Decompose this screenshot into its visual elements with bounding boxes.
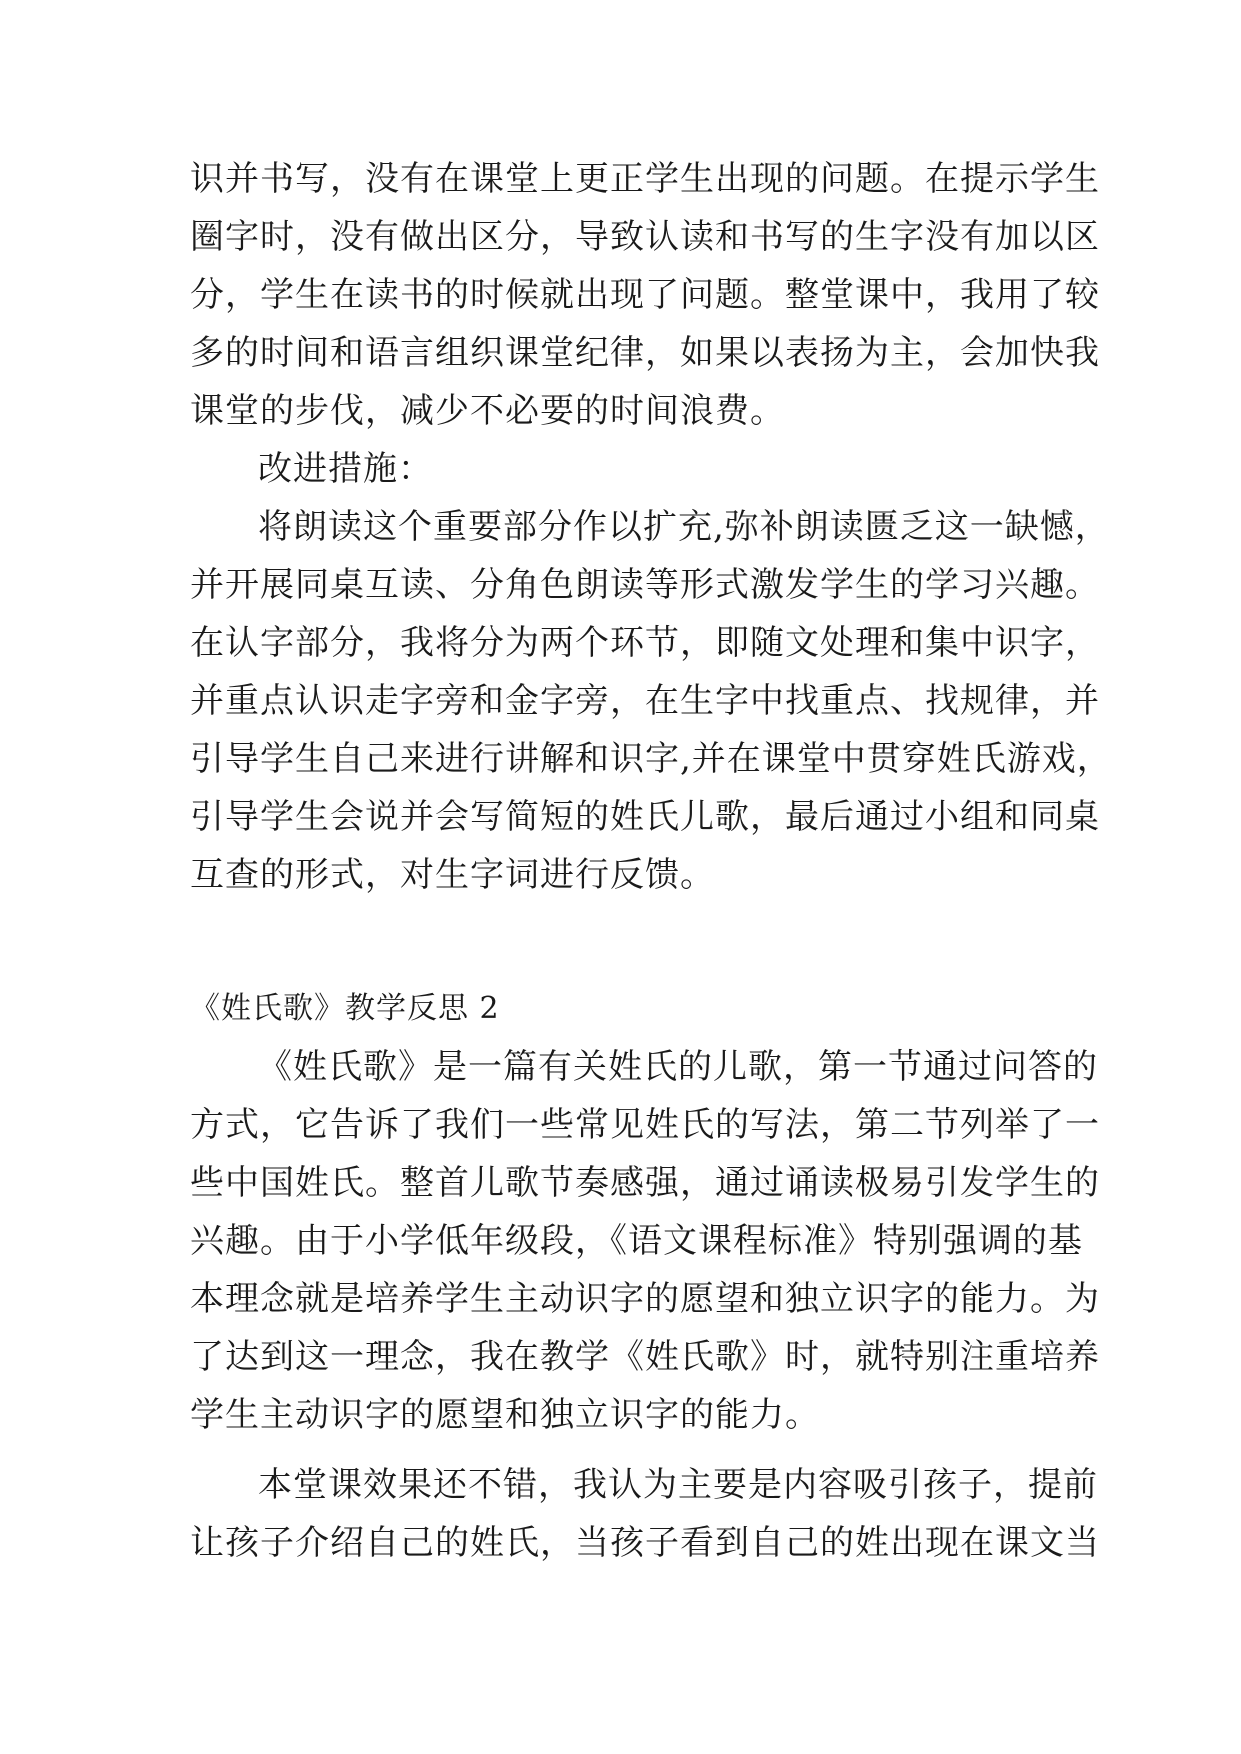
text-line: 圈字时，没有做出区分，导致认读和书写的生字没有加以区: [190, 217, 1100, 257]
text-line: 本堂课效果还不错，我认为主要是内容吸引孩子，提前: [258, 1465, 1098, 1505]
paragraph-spacer: [190, 1444, 1070, 1456]
text-line: 些中国姓氏。整首儿歌节奏感强，通过诵读极易引发学生的: [190, 1163, 1100, 1203]
text-line: 引导学生自己来进行讲解和识字,并在课堂中贯穿姓氏游戏，: [190, 739, 1112, 779]
text-line: 让孩子介绍自己的姓氏，当孩子看到自己的姓出现在课文当: [190, 1523, 1100, 1563]
paragraph: [190, 1038, 1100, 1444]
text-line: 《姓氏歌》是一篇有关姓氏的儿歌，第一节通过问答的: [258, 1047, 1098, 1087]
section-title: 《姓氏歌》教学反思 2: [190, 991, 500, 1026]
text-line: 识并书写，没有在课堂上更正学生出现的问题。在提示学生: [190, 159, 1100, 199]
text-line: 兴趣。由于小学低年级段，《语文课程标准》特别强调的基: [190, 1221, 1083, 1261]
subheading: 改进措施：: [258, 449, 433, 489]
text-line: 方式，它告诉了我们一些常见姓氏的写法，第二节列举了一: [190, 1105, 1100, 1145]
text-line: 并重点认识走字旁和金字旁，在生字中找重点、找规律，并: [190, 681, 1100, 721]
section-spacer: [190, 904, 1070, 980]
text-line: 分，学生在读书的时候就出现了问题。整堂课中，我用了较: [190, 275, 1100, 315]
text-line: 将朗读这个重要部分作以扩充,弥补朗读匮乏这一缺憾，: [258, 507, 1110, 547]
paragraph: [190, 498, 1112, 904]
paragraph: [190, 1456, 1100, 1572]
text-line: 本理念就是培养学生主动识字的愿望和独立识字的能力。为: [190, 1279, 1100, 1319]
text-line: 学生主动识字的愿望和独立识字的能力。: [190, 1395, 820, 1435]
text-line: 并开展同桌互读、分角色朗读等形式激发学生的学习兴趣。: [190, 565, 1100, 605]
text-line: 引导学生会说并会写简短的姓氏儿歌，最后通过小组和同桌: [190, 797, 1100, 837]
text-line: 课堂的步伐，减少不必要的时间浪费。: [190, 391, 785, 431]
text-line: 了达到这一理念，我在教学《姓氏歌》时，就特别注重培养: [190, 1337, 1100, 1377]
text-line: 在认字部分，我将分为两个环节，即随文处理和集中识字，: [190, 623, 1100, 663]
text-line: 多的时间和语言组织课堂纪律，如果以表扬为主，会加快我: [190, 333, 1100, 373]
paragraph: [190, 150, 1100, 440]
document-page: [190, 150, 1112, 1572]
text-line: 互查的形式，对生字词进行反馈。: [190, 855, 715, 895]
